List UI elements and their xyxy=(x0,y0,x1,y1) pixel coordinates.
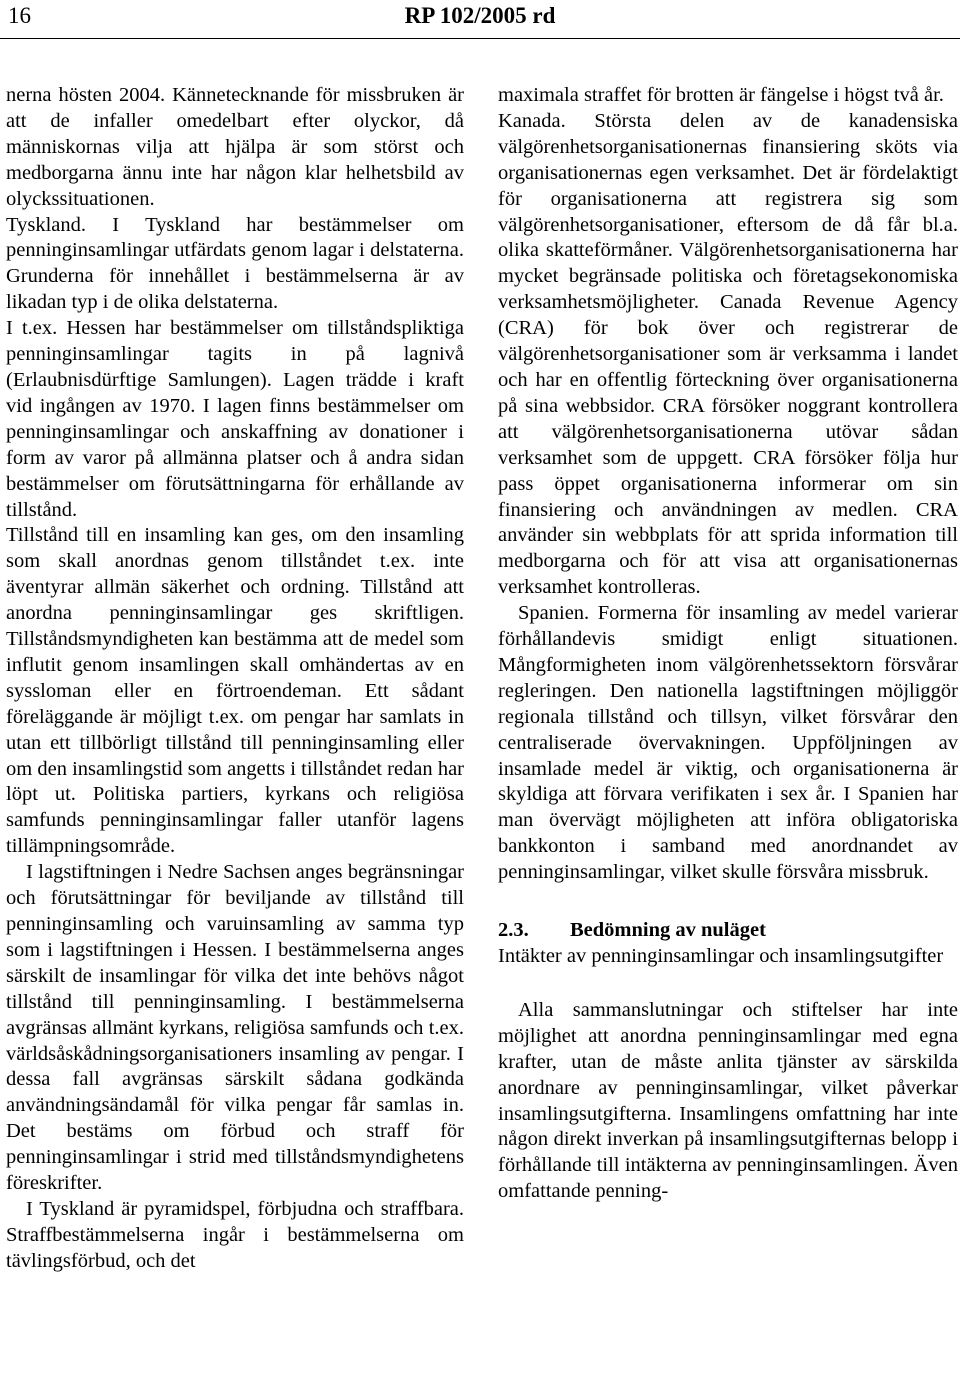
left-column xyxy=(6,83,464,1275)
document-id: RP 102/2005 rd xyxy=(404,3,556,28)
right-column xyxy=(498,83,958,1205)
paragraph: maximala straffet för brotten är fängelse i högst två år. xyxy=(498,84,944,106)
paragraph: Tyskland. I Tyskland har bestämmelser om penninginsamlingar utfärdats genom lagar i delstaterna. Grunderna för innehållet i bestämmelserna är av likadan typ i de olika delstaterna. xyxy=(6,213,464,314)
paragraph: I lagstiftningen i Nedre Sachsen anges begränsningar och förutsättningar för beviljande av tillstånd till penninginsamling och varuinsamling av samma typ som i lagstiftningen i Hessen. I bestämmelserna anges särskilt de insamlingar för vilka det inte behövs något tillstånd till penninginsamling. I bestämmelserna avgränsas allmänt kyrkans, religiösa samfunds och t.ex. världsåskådningsorganisationers insamling av pengar. I dessa fall avgränsas särskilt sådana godkända användningsändamål för vilka pengar får samlas in. Det bestäms om förbud och straff för penninginsamlingar i strid med tillståndsmyndighetens föreskrifter. xyxy=(6,861,464,1195)
paragraph: Tillstånd till en insamling kan ges, om den insamling som skall anordnas genom tillståndet t.ex. inte äventyrar allmän säkerhet och ordning. Tillstånd att anordna penninginsamlingar ges skriftligen. Tillståndsmyndigheten kan bestämma att de medel som influtit genom insamlingen skall omhändertas av en syssloman eller en förtroendeman. Ett sådant föreläggande är möjligt t.ex. om pengar har samlats in utan ett tillbörligt tillstånd till penninginsamling eller om den insamlingstid som angetts i tillståndet redan har löpt ut. Politiska partiers, kyrkans och religiösa samfunds penninginsamlingar faller utanför lagens tillämpningsområde. xyxy=(6,524,464,858)
section-heading xyxy=(498,918,958,944)
page-header xyxy=(0,0,960,40)
paragraph: Kanada. Största delen av de kanadensiska välgörenhetsorganisationernas finansiering sköts via organisationernas egen verksamhet. Det är fördelaktigt för organisationerna att registrera sig som välgörenhetsorganisationer, eftersom de då får bl.a. olika skatteförmåner. Välgörenhetsorganisationerna har mycket begränsade politiska och företagsekonomiska verksamhetsmöjligheter. Canada Revenue Agency (CRA) för bok över och registrerar de välgörenhetsorganisationer som är verksamma i landet och har en offentlig förteckning över organisationerna på sina webbsidor. CRA försöker noggrant kontrollera att välgörenhetsorganisationerna utövar sådan verksamhet som de uppgett. CRA försöker följa hur pass öppet organisationerna informerar om sin finansiering och användningen av medlen. CRA använder sin webbplats för att sprida information till medborgarna och för att visa att organisationernas verksamhet kontrolleras. xyxy=(498,109,958,599)
paragraph: Spanien. Formerna för insamling av medel varierar förhållandevis smidigt enligt situationen. Mångformigheten inom välgörenhetssektorn försvårar regleringen. Den nationella lagstiftningen möjliggör regionala tillstånd och tillsyn, vilket försvårar den centraliserade övervakningen. Uppföljningen av insamlade medel är viktig, och organisationerna är skyldiga att förvara verifikaten i sex år. I Spanien har man övervägt möjligheten att införa obligatoriska bankkonton i samband med anordnandet av penninginsamlingar, vilket skulle försvåra missbruk. xyxy=(498,602,958,884)
paragraph: nerna hösten 2004. Kännetecknande för missbruken är att de infaller omedelbart efter olyckor, då människornas vilja att hjälpa är som störst och medborgarna ännu inte har någon klar helhetsbild av olyckssituationen. xyxy=(6,84,464,210)
paragraph: Alla sammanslutningar och stiftelser har inte möjlighet att anordna penninginsamlingar med egna krafter, utan de måste anlita tjänster av särskilda anordnare av penninginsamlingar, vilket påverkar insamlingsutgifterna. Insamlingens omfattning har inte någon direkt inverkan på insamlingsutgifternas belopp i förhållande till intäkterna av penninginsamlingen. Även omfattande penning- xyxy=(498,998,958,1203)
subheading: Intäkter av penninginsamlingar och insamlingsutgifter xyxy=(498,945,944,967)
header-rule xyxy=(0,38,960,39)
paragraph: I t.ex. Hessen har bestämmelser om tillståndspliktiga penninginsamlingar tagits in på lagnivå (Erlaubnisdürftige Samlungen). Lagen trädde i kraft vid ingången av 1970. I lagen finns bestämmelser om penninginsamlingar och anskaffning av donationer i form av varor på allmänna platser och å andra sidan bestämmelser om förutsättningarna för erhållande av tillstånd. xyxy=(6,317,464,521)
section-title: Bedömning av nuläget xyxy=(570,919,766,942)
section-number: 2.3. xyxy=(498,919,529,942)
paragraph: I Tyskland är pyramidspel, förbjudna och straffbara. Straffbestämmelserna ingår i bestämmelserna om tävlingsförbud, och det xyxy=(6,1197,464,1272)
page-number: 16 xyxy=(8,3,31,28)
